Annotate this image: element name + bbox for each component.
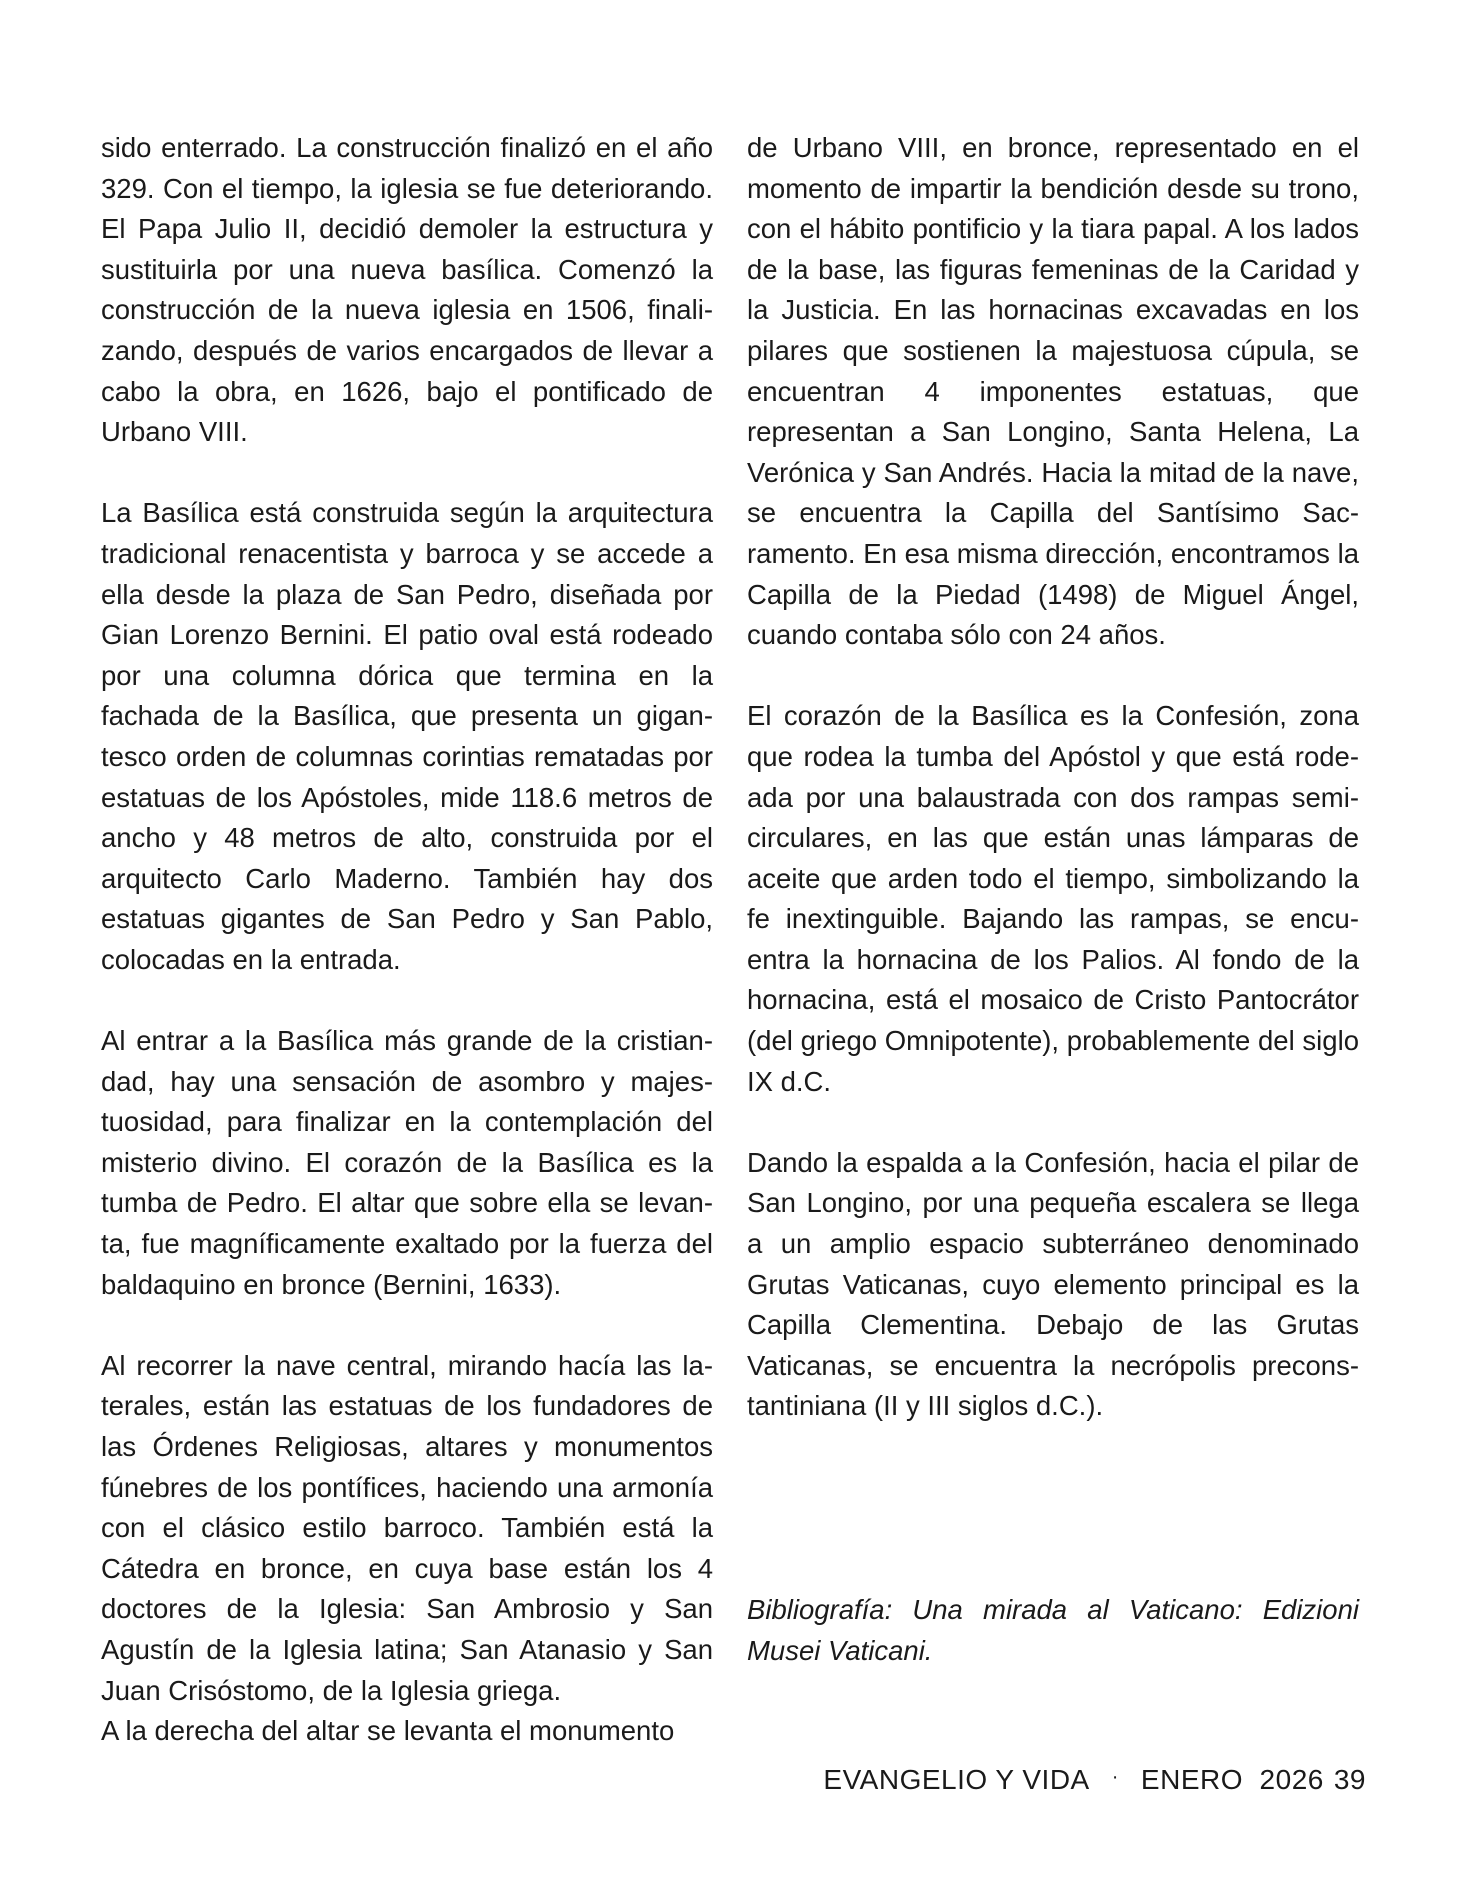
paragraph-architecture: La Basílica está construida según la arquitectura tradicional renacentista y barroca y se accede a ella desde la plaza de San Pedro, diseñada por Gian Lorenzo Bernini. El patio oval está rodeado por una columna dórica que termina en la fachada de la Basílica, que presenta un gigantesco orden de columnas corintias rematadas por estatuas de los Apóstoles, mide 118.6 metros de ancho y 48 metros de alto, construida por el arquitecto Carlo Maderno. También hay dos estatuas gigantes de San Pedro y San Pablo, colocadas en la entrada.: [101, 497, 713, 975]
footer-separator: ·: [1111, 1766, 1119, 1788]
paragraph-monument-continued: de Urbano VIII, en bronce, representado en el momento de impartir la bendición desde su trono, con el hábito pontificio y la tiara papal. A los lados de la base, las figuras femeninas de la Caridad y la Justicia. En las hornacinas excavadas en los pilares que sostienen la majestuosa cúpula, se encuentran 4 imponentes estatuas, que representan a San Longino, Santa Helena, La Verónica y San Andrés. Hacia la mitad de la nave, se encuentra la Capilla del Santísimo Sacramento. En esa misma dirección, encontramos la Capilla de la Piedad (1498) de Miguel Ángel, cuando contaba sólo con 24 años.: [747, 132, 1359, 651]
right-column: [747, 128, 1359, 1427]
bibliography: Bibliografía: Una mirada al Vaticano: Edizioni Musei Vaticani.: [747, 1594, 1359, 1666]
page-footer: [823, 1764, 1366, 1796]
issue-date: ENERO 2026: [1140, 1764, 1324, 1795]
left-column: [101, 128, 713, 1752]
paragraph-confession: El corazón de la Basílica es la Confesión, zona que rodea la tumba del Apóstol y que está rodeada por una balaustrada con dos rampas semicirculares, en las que están unas lámparas de aceite que arden todo el tiempo, simbolizando la fe inextinguible. Bajando las rampas, se encuentra la hornacina de los Palios. Al fondo de la hornacina, está el mosaico de Cristo Pantocrátor (del griego Omnipotente), probablemente del siglo IX d.C.: [747, 700, 1359, 1097]
paragraph-nave: Al recorrer la nave central, mirando hacía las laterales, están las estatuas de los fundadores de las Órdenes Religiosas, altares y monumentos fúnebres de los pontífices, haciendo una armonía con el clásico estilo barroco. También está la Cátedra en bronce, en cuya base están los 4 doctores de la Iglesia: San Ambrosio y San Agustín de la Iglesia latina; San Atanasio y San Juan Crisóstomo, de la Iglesia griega.: [101, 1349, 713, 1706]
paragraph-monument-start: A la derecha del altar se levanta el monumento: [101, 1715, 675, 1747]
paragraph-grottoes: Dando la espalda a la Confesión, hacia el pilar de San Longino, por una pequeña escalera se llega a un amplio espacio subterráneo denominado Grutas Vaticanas, cuyo elemento principal es la Capilla Clementina. Debajo de las Grutas Vaticanas, se encuentra la necrópolis preconstantiniana (II y III siglos d.C.).: [747, 1146, 1359, 1422]
publication-name: EVANGELIO Y VIDA: [823, 1764, 1090, 1795]
page-number: 39: [1333, 1764, 1366, 1795]
paragraph-construction: sido enterrado. La construcción finalizó en el año 329. Con el tiempo, la iglesia se fue deteriorando. El Papa Julio II, decidió demoler la estructura y sustituirla por una nueva basílica. Comenzó la construcción de la nueva iglesia en 1506, finalizando, después de varios encargados de llevar a cabo la obra, en 1626, bajo el pontificado de Urbano VIII.: [101, 132, 713, 448]
paragraph-entrance: Al entrar a la Basílica más grande de la cristiandad, hay una sensación de asombro y majestuosidad, para finalizar en la contemplación del misterio divino. El corazón de la Basílica es la tumba de Pedro. El altar que sobre ella se levanta, fue magníficamente exaltado por la fuerza del baldaquino en bronce (Bernini, 1633).: [101, 1025, 713, 1300]
